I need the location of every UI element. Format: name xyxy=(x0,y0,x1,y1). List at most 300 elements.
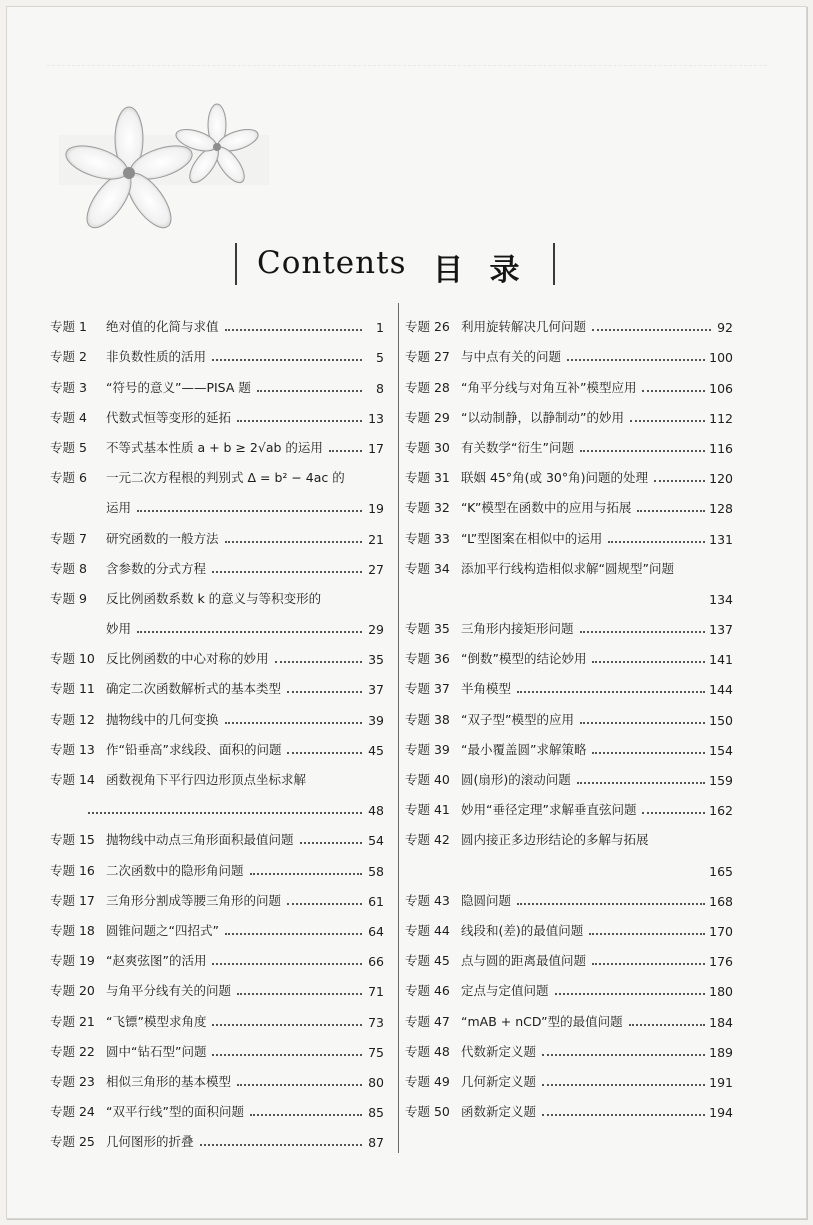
topic-number: 专题 1 xyxy=(50,319,87,335)
leader-dots xyxy=(577,782,705,784)
topic-number: 专题 15 xyxy=(50,832,95,848)
page-number: 45 xyxy=(368,742,384,758)
toc-row xyxy=(50,969,384,999)
toc-left-column xyxy=(50,305,384,1150)
page-number: 39 xyxy=(368,712,384,728)
toc-row xyxy=(50,335,384,365)
topic-title: 相似三角形的基本模型 xyxy=(106,1073,232,1089)
topic-number: 专题 34 xyxy=(405,560,450,576)
page-number: 159 xyxy=(709,773,733,788)
topic-number: 专题 33 xyxy=(405,530,450,546)
topic-title: 点与圆的距离最值问题 xyxy=(461,953,587,969)
toc-entry[interactable] xyxy=(405,818,733,878)
toc-entry[interactable] xyxy=(50,758,384,818)
topic-title: 函数视角下平行四边形顶点坐标求解 xyxy=(106,772,307,787)
topic-number: 专题 7 xyxy=(50,530,87,546)
topic-number: 专题 26 xyxy=(405,319,450,335)
toc-row xyxy=(405,909,733,939)
toc-row xyxy=(50,426,384,456)
toc-row-continued xyxy=(50,788,384,818)
toc-entry[interactable] xyxy=(405,939,733,969)
toc-row-continued xyxy=(405,848,733,878)
leader-dots xyxy=(567,359,705,361)
toc-entry[interactable] xyxy=(50,637,384,667)
page-number: 27 xyxy=(368,561,384,577)
topic-title: 圆(扇形)的滚动问题 xyxy=(461,772,571,787)
topic-number: 专题 9 xyxy=(50,590,87,606)
toc-row xyxy=(50,697,384,727)
topic-title: “最小覆盖圆”求解策略 xyxy=(461,741,587,757)
toc-entry[interactable] xyxy=(405,516,733,546)
toc-entry[interactable] xyxy=(50,939,384,969)
toc-entry[interactable] xyxy=(50,879,384,909)
leader-dots xyxy=(542,1054,705,1056)
toc-entry[interactable] xyxy=(50,1090,384,1120)
toc-row xyxy=(50,577,384,607)
leader-dots xyxy=(287,903,362,905)
topic-number: 专题 50 xyxy=(405,1104,450,1120)
topic-number: 专题 40 xyxy=(405,772,450,787)
toc-entry[interactable] xyxy=(405,758,733,788)
toc-entry[interactable] xyxy=(405,637,733,667)
page-number: 66 xyxy=(368,954,384,970)
toc-row xyxy=(50,848,384,878)
title-english: Contents xyxy=(257,245,407,281)
topic-number: 专题 36 xyxy=(405,651,450,667)
topic-number: 专题 4 xyxy=(50,409,87,425)
toc-row-continued xyxy=(50,607,384,637)
topic-number: 专题 11 xyxy=(50,681,95,697)
leader-dots xyxy=(637,510,705,512)
page-number: 162 xyxy=(709,803,733,819)
toc-row xyxy=(405,1060,733,1090)
topic-title: 含参数的分式方程 xyxy=(106,560,207,576)
toc-row xyxy=(405,1030,733,1060)
toc-row xyxy=(405,396,733,426)
bleed-through-header xyxy=(47,51,767,66)
page-number: 21 xyxy=(368,531,384,547)
toc-entry[interactable] xyxy=(405,1090,733,1120)
toc-entry[interactable] xyxy=(405,547,733,607)
topic-number: 专题 32 xyxy=(405,500,450,516)
toc-row xyxy=(405,486,733,516)
toc-row xyxy=(405,426,733,456)
toc-right-column xyxy=(405,305,733,1120)
topic-number: 专题 41 xyxy=(405,802,450,818)
leader-dots xyxy=(287,691,362,693)
topic-title: 联姻 45°角(或 30°角)问题的处理 xyxy=(461,470,649,486)
toc-entry[interactable] xyxy=(405,1060,733,1090)
leader-dots xyxy=(630,420,705,422)
page-number: 189 xyxy=(709,1044,733,1060)
topic-number: 专题 30 xyxy=(405,439,450,455)
toc-entry[interactable] xyxy=(50,818,384,848)
title-chinese: 目 录 xyxy=(433,253,528,288)
leader-dots xyxy=(589,933,705,935)
toc-entry[interactable] xyxy=(405,396,733,426)
toc-entry[interactable] xyxy=(405,335,733,365)
topic-number: 专题 18 xyxy=(50,922,95,938)
toc-entry[interactable] xyxy=(405,909,733,939)
topic-number: 专题 20 xyxy=(50,983,95,999)
topic-number: 专题 22 xyxy=(50,1043,95,1059)
page-number: 137 xyxy=(709,622,733,638)
page-number: 128 xyxy=(709,501,733,517)
leader-dots xyxy=(592,329,711,331)
page-number: 37 xyxy=(368,682,384,698)
toc-row-continued xyxy=(50,486,384,516)
page-number: 5 xyxy=(376,350,384,366)
toc-entry[interactable] xyxy=(405,305,733,335)
topic-title: 抛物线中的几何变换 xyxy=(106,711,219,727)
topic-number: 专题 49 xyxy=(405,1073,450,1089)
leader-dots xyxy=(629,1024,706,1026)
topic-number: 专题 10 xyxy=(50,651,95,667)
toc-entry[interactable] xyxy=(405,1030,733,1060)
toc-entry[interactable] xyxy=(50,848,384,878)
topic-title: 确定二次函数解析式的基本类型 xyxy=(106,681,282,697)
page-number: 180 xyxy=(709,984,733,1000)
page-number: 144 xyxy=(709,682,733,698)
toc-row xyxy=(50,879,384,909)
toc-row xyxy=(405,667,733,697)
topic-title: 与中点有关的问题 xyxy=(461,349,562,365)
topic-title: 几何图形的折叠 xyxy=(106,1134,194,1150)
flower-decoration-icon xyxy=(59,95,269,245)
topic-title: 反比例函数系数 k 的意义与等积变形的 xyxy=(106,590,322,606)
toc-entry[interactable] xyxy=(405,426,733,456)
page-number: 48 xyxy=(368,803,384,819)
toc-row xyxy=(405,547,733,577)
topic-title: 反比例函数的中心对称的妙用 xyxy=(106,651,269,667)
page-number: 154 xyxy=(709,742,733,758)
topic-title: 半角模型 xyxy=(461,681,512,697)
toc-row xyxy=(50,758,384,788)
book-page xyxy=(6,6,807,1219)
toc-row xyxy=(50,667,384,697)
leader-dots xyxy=(225,722,362,724)
topic-title: 抛物线中动点三角形面积最值问题 xyxy=(106,832,294,848)
topic-title: 非负数性质的活用 xyxy=(106,349,207,365)
topic-number: 专题 5 xyxy=(50,439,87,455)
toc-row xyxy=(50,547,384,577)
page-number: 13 xyxy=(368,410,384,426)
toc-entry[interactable] xyxy=(405,456,733,486)
toc-row xyxy=(50,396,384,426)
toc-entry[interactable] xyxy=(50,667,384,697)
toc-row xyxy=(50,818,384,848)
topic-title: 代数新定义题 xyxy=(461,1043,537,1059)
page-number: 100 xyxy=(709,350,733,366)
page-number: 54 xyxy=(368,833,384,849)
topic-title: 研究函数的一般方法 xyxy=(106,530,219,546)
topic-number: 专题 47 xyxy=(405,1013,450,1029)
toc-row xyxy=(405,1090,733,1120)
topic-title: 绝对值的化简与求值 xyxy=(106,319,219,335)
toc-row-continued xyxy=(405,577,733,607)
leader-dots xyxy=(654,480,705,482)
toc-entry[interactable] xyxy=(50,577,384,637)
toc-row xyxy=(50,456,384,486)
page-number: 131 xyxy=(709,531,733,547)
toc-row xyxy=(50,305,384,335)
page-number: 120 xyxy=(709,471,733,487)
topic-number: 专题 37 xyxy=(405,681,450,697)
leader-dots xyxy=(212,359,362,361)
topic-title: “飞镖”模型求角度 xyxy=(106,1013,207,1029)
page-number: 1 xyxy=(376,320,384,336)
topic-title: 隐圆问题 xyxy=(461,892,512,908)
page-number: 58 xyxy=(368,863,384,879)
page-number: 106 xyxy=(709,380,733,396)
toc-row xyxy=(50,939,384,969)
topic-title: 圆中“钻石型”问题 xyxy=(106,1043,207,1059)
topic-number: 专题 48 xyxy=(405,1043,450,1059)
topic-title: 圆内接正多边形结论的多解与拓展 xyxy=(461,832,649,848)
toc-row xyxy=(405,879,733,909)
leader-dots xyxy=(642,390,705,392)
toc-entry[interactable] xyxy=(405,486,733,516)
page-number: 176 xyxy=(709,954,733,970)
page-number: 112 xyxy=(709,410,733,426)
leader-dots xyxy=(642,812,705,814)
toc-row xyxy=(50,728,384,758)
toc-entry[interactable] xyxy=(405,365,733,395)
leader-dots xyxy=(250,1114,362,1116)
page-number: 116 xyxy=(709,440,733,456)
page-number: 8 xyxy=(376,380,384,396)
toc-entry[interactable] xyxy=(50,1030,384,1060)
topic-number: 专题 46 xyxy=(405,983,450,999)
toc-entry[interactable] xyxy=(50,697,384,727)
page-number: 134 xyxy=(709,591,733,607)
leader-dots xyxy=(517,903,705,905)
page-number: 191 xyxy=(709,1074,733,1090)
toc-row xyxy=(50,999,384,1029)
page-number: 170 xyxy=(709,923,733,939)
leader-dots xyxy=(225,933,362,935)
topic-title: 不等式基本性质 a + b ≥ 2√ab 的运用 xyxy=(106,439,323,455)
topic-number: 专题 12 xyxy=(50,711,95,727)
toc-row xyxy=(405,697,733,727)
leader-dots xyxy=(580,631,706,633)
toc-entry[interactable] xyxy=(50,516,384,546)
toc-row xyxy=(405,335,733,365)
toc-row xyxy=(50,1060,384,1090)
leader-dots xyxy=(137,631,362,633)
page-number: 29 xyxy=(368,622,384,638)
toc-entry[interactable] xyxy=(50,1060,384,1090)
topic-title: “符号的意义”——PISA 题 xyxy=(106,379,251,395)
topic-number: 专题 17 xyxy=(50,892,95,908)
topic-number: 专题 6 xyxy=(50,470,87,486)
toc-entry[interactable] xyxy=(405,969,733,999)
leader-dots xyxy=(592,661,705,663)
leader-dots xyxy=(250,873,362,875)
leader-dots xyxy=(225,541,362,543)
topic-title: “以动制静，以静制动”的妙用 xyxy=(461,409,624,425)
toc-row xyxy=(405,969,733,999)
leader-dots xyxy=(237,420,362,422)
leader-dots xyxy=(212,571,362,573)
topic-title: 妙用“垂径定理”求解垂直弦问题 xyxy=(461,802,637,818)
topic-number: 专题 23 xyxy=(50,1073,95,1089)
page-number: 165 xyxy=(709,863,733,879)
toc-entry[interactable] xyxy=(50,456,384,516)
leader-dots xyxy=(212,1054,362,1056)
topic-number: 专题 28 xyxy=(405,379,450,395)
topic-title: 函数新定义题 xyxy=(461,1104,537,1120)
topic-title: 一元二次方程根的判别式 Δ = b² − 4ac 的 xyxy=(106,470,345,486)
page-number: 80 xyxy=(368,1074,384,1090)
toc-entry[interactable] xyxy=(50,728,384,758)
page-number: 64 xyxy=(368,923,384,939)
topic-number: 专题 25 xyxy=(50,1134,95,1150)
page-number: 73 xyxy=(368,1014,384,1030)
toc-row xyxy=(405,939,733,969)
topic-number: 专题 43 xyxy=(405,892,450,908)
toc-row xyxy=(405,305,733,335)
topic-number: 专题 2 xyxy=(50,349,87,365)
topic-number: 专题 19 xyxy=(50,953,95,969)
toc-entry[interactable] xyxy=(50,969,384,999)
toc-row xyxy=(405,607,733,637)
toc-entry[interactable] xyxy=(50,909,384,939)
page-number: 168 xyxy=(709,893,733,909)
topic-number: 专题 42 xyxy=(405,832,450,848)
toc-entry[interactable] xyxy=(50,1120,384,1150)
toc-entry[interactable] xyxy=(50,999,384,1029)
leader-dots xyxy=(580,450,705,452)
leader-dots xyxy=(287,752,362,754)
page-number: 35 xyxy=(368,652,384,668)
topic-title: 圆锥问题之“四招式” xyxy=(106,922,219,938)
topic-number: 专题 31 xyxy=(405,470,450,486)
toc-row xyxy=(405,365,733,395)
topic-title: 代数式恒等变形的延拓 xyxy=(106,409,232,425)
toc-row xyxy=(405,758,733,788)
toc-row xyxy=(405,999,733,1029)
topic-number: 专题 16 xyxy=(50,862,95,878)
toc-entry[interactable] xyxy=(405,999,733,1029)
toc-row xyxy=(405,456,733,486)
toc-row xyxy=(405,516,733,546)
leader-dots xyxy=(542,1084,705,1086)
topic-number: 专题 44 xyxy=(405,922,450,938)
leader-dots xyxy=(212,963,362,965)
toc-row xyxy=(50,1030,384,1060)
topic-title-continued: 运用 xyxy=(106,500,132,516)
topic-title: “mAB + nCD”型的最值问题 xyxy=(461,1013,623,1029)
leader-dots xyxy=(329,450,362,452)
toc-entry[interactable] xyxy=(50,547,384,577)
leader-dots xyxy=(88,812,362,814)
topic-number: 专题 38 xyxy=(405,711,450,727)
page-number: 75 xyxy=(368,1044,384,1060)
topic-number: 专题 27 xyxy=(405,349,450,365)
topic-number: 专题 13 xyxy=(50,741,95,757)
column-divider xyxy=(398,303,399,1153)
topic-title: 三角形内接矩形问题 xyxy=(461,621,574,637)
leader-dots xyxy=(517,691,705,693)
topic-number: 专题 14 xyxy=(50,772,95,787)
toc-entry[interactable] xyxy=(405,728,733,758)
topic-number: 专题 29 xyxy=(405,409,450,425)
leader-dots xyxy=(542,1114,705,1116)
toc-entry[interactable] xyxy=(405,607,733,637)
leader-dots xyxy=(275,661,362,663)
leader-dots xyxy=(555,993,706,995)
page-number: 194 xyxy=(709,1105,733,1121)
toc-entry[interactable] xyxy=(405,697,733,727)
topic-number: 专题 3 xyxy=(50,379,87,395)
toc-row xyxy=(50,1120,384,1150)
toc-row xyxy=(50,516,384,546)
toc-row xyxy=(50,909,384,939)
leader-dots xyxy=(300,842,362,844)
topic-title: 作“铅垂高”求线段、面积的问题 xyxy=(106,741,282,757)
topic-title: “赵爽弦图”的活用 xyxy=(106,953,207,969)
leader-dots xyxy=(225,329,362,331)
toc-row xyxy=(50,1090,384,1120)
toc-entry[interactable] xyxy=(405,879,733,909)
topic-title: 几何新定义题 xyxy=(461,1073,537,1089)
topic-title: 线段和(差)的最值问题 xyxy=(461,922,584,938)
page-number: 19 xyxy=(368,501,384,517)
toc-row xyxy=(405,637,733,667)
toc-entry[interactable] xyxy=(50,426,384,456)
topic-title: “角平分线与对角互补”模型应用 xyxy=(461,379,637,395)
topic-number: 专题 45 xyxy=(405,953,450,969)
topic-title: 定点与定值问题 xyxy=(461,983,549,999)
topic-title: “双子型”模型的应用 xyxy=(461,711,574,727)
toc-entry[interactable] xyxy=(405,788,733,818)
topic-number: 专题 21 xyxy=(50,1013,95,1029)
page-number: 61 xyxy=(368,893,384,909)
leader-dots xyxy=(137,510,362,512)
toc-entry[interactable] xyxy=(50,305,384,335)
toc-entry[interactable] xyxy=(405,667,733,697)
contents-title xyxy=(235,243,555,288)
toc-entry[interactable] xyxy=(50,365,384,395)
page-number: 87 xyxy=(368,1135,384,1151)
toc-entry[interactable] xyxy=(50,335,384,365)
leader-dots xyxy=(200,1144,362,1146)
page-number: 71 xyxy=(368,984,384,1000)
leader-dots xyxy=(237,1084,362,1086)
toc-row xyxy=(50,365,384,395)
topic-title-continued: 妙用 xyxy=(106,621,132,637)
toc-row xyxy=(50,637,384,667)
leader-dots xyxy=(580,722,705,724)
leader-dots xyxy=(212,1024,362,1026)
page-number: 150 xyxy=(709,712,733,728)
leader-dots xyxy=(608,541,705,543)
leader-dots xyxy=(237,993,362,995)
topic-title: 与角平分线有关的问题 xyxy=(106,983,232,999)
topic-title: 有关数学“衍生”问题 xyxy=(461,439,574,455)
toc-row xyxy=(405,788,733,818)
page-number: 184 xyxy=(709,1014,733,1030)
topic-title: 三角形分割成等腰三角形的问题 xyxy=(106,892,282,908)
leader-dots xyxy=(592,752,705,754)
leader-dots xyxy=(257,390,362,392)
topic-title: 利用旋转解决几何问题 xyxy=(461,319,587,335)
page-number: 92 xyxy=(717,320,733,336)
topic-title: “倒数”模型的结论妙用 xyxy=(461,651,587,667)
leader-dots xyxy=(592,963,705,965)
toc-entry[interactable] xyxy=(50,396,384,426)
